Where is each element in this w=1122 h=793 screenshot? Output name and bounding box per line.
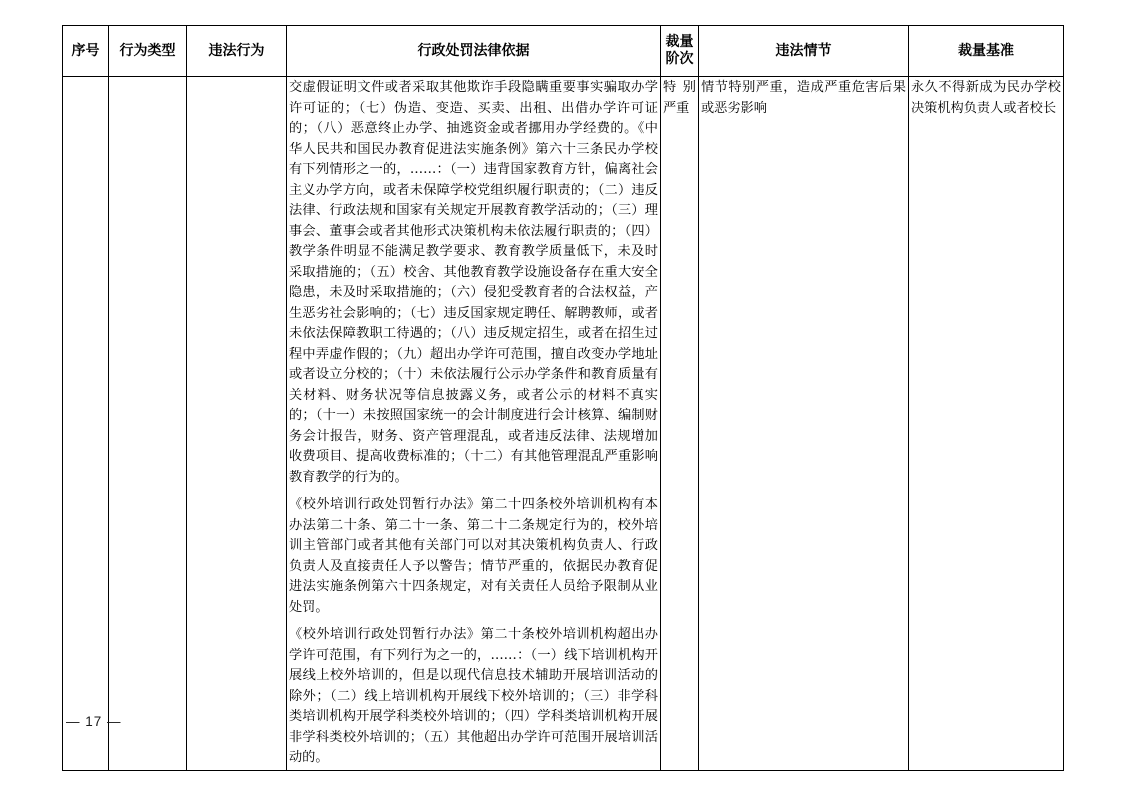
- cell-serial: [63, 77, 109, 771]
- penalty-discretion-table: [62, 25, 1064, 771]
- legal-basis-paragraph: 《校外培训行政处罚暂行办法》第二十四条校外培训机构有本办法第二十条、第二十一条、第二十二条规定行为的，校外培训主管部门或者其他有关部门可以对其决策机构负责人、行政负责人及直接责任人予以警告；情节严重的，依据民办教育促进法实施条例第六十四条规定，对有关责任人员给予限制从业处罚。: [289, 497, 658, 615]
- cell-legal-basis: [287, 77, 661, 771]
- legal-basis-paragraph: 交虚假证明文件或者采取其他欺诈手段隐瞒重要事实骗取办学许可证的；（七）伪造、变造、买卖、出租、出借办学许可证的；（八）恶意终止办学、抽逃资金或者挪用办学经费的。《中华人民共和国民办教育促进法实施条例》第六十三条民办学校有下列情形之一的，……：（一）违背国家教育方针，偏离社会主义办学方向，或者未保障学校党组织履行职责的；（二）违反法律、行政法规和国家有关规定开展教育教学活动的；（三）理事会、董事会或者其他形式决策机构未依法履行职责的；（四）教学条件明显不能满足教学要求、教育教学质量低下，未及时采取措施的；（五）校舍、其他教育教学设施设备存在重大安全隐患，未及时采取措施的；（六）侵犯受教育者的合法权益，产生恶劣社会影响的；（七）违反国家规定聘任、解聘教师，或者未依法保障教职工待遇的；（八）违反规定招生，或者在招生过程中弄虚作假的；（九）超出办学许可范围，擅自改变办学地址或者设立分校的；（十）未依法履行公示办学条件和教育质量有关材料、财务状况等信息披露义务，或者公示的材料不真实的；（十一）未按照国家统一的会计制度进行会计核算、编制财务会计报告，财务、资产管理混乱，或者违反法律、法规增加收费项目、提高收费标准的；（十二）有其他管理混乱严重影响教育教学的行为的。: [289, 80, 658, 485]
- legal-basis-paragraph: 《校外培训行政处罚暂行办法》第二十条校外培训机构超出办学许可范围，有下列行为之一的，……：（一）线下培训机构开展线上校外培训的，但是以现代信息技术辅助开展培训活动的除外；（二）线上培训机构开展线下校外培训的；（三）非学科类培训机构开展学科类校外培训的；（四）学科类培训机构开展非学科类校外培训的；（五）其他超出办学许可范围开展培训活动的。: [289, 627, 658, 765]
- header-discretion-level: 裁量阶次: [661, 26, 699, 77]
- header-behavior-type: 行为类型: [109, 26, 187, 77]
- header-row: [63, 26, 1064, 77]
- header-legal-basis: 行政处罚法律依据: [287, 26, 661, 77]
- header-discretion-benchmark: 裁量基准: [909, 26, 1064, 77]
- cell-discretion-level: 特别严重: [661, 77, 699, 771]
- page-number: — 17 —: [66, 714, 122, 729]
- header-illegal-circumstances: 违法情节: [699, 26, 909, 77]
- cell-illegal-behavior: [187, 77, 287, 771]
- cell-illegal-circumstances: 情节特别严重，造成严重危害后果或恶劣影响: [699, 77, 909, 771]
- header-illegal-behavior: 违法行为: [187, 26, 287, 77]
- cell-discretion-benchmark: 永久不得新成为民办学校决策机构负责人或者校长: [909, 77, 1064, 771]
- header-serial: 序号: [63, 26, 109, 77]
- cell-behavior-type: [109, 77, 187, 771]
- table-row: [63, 77, 1064, 771]
